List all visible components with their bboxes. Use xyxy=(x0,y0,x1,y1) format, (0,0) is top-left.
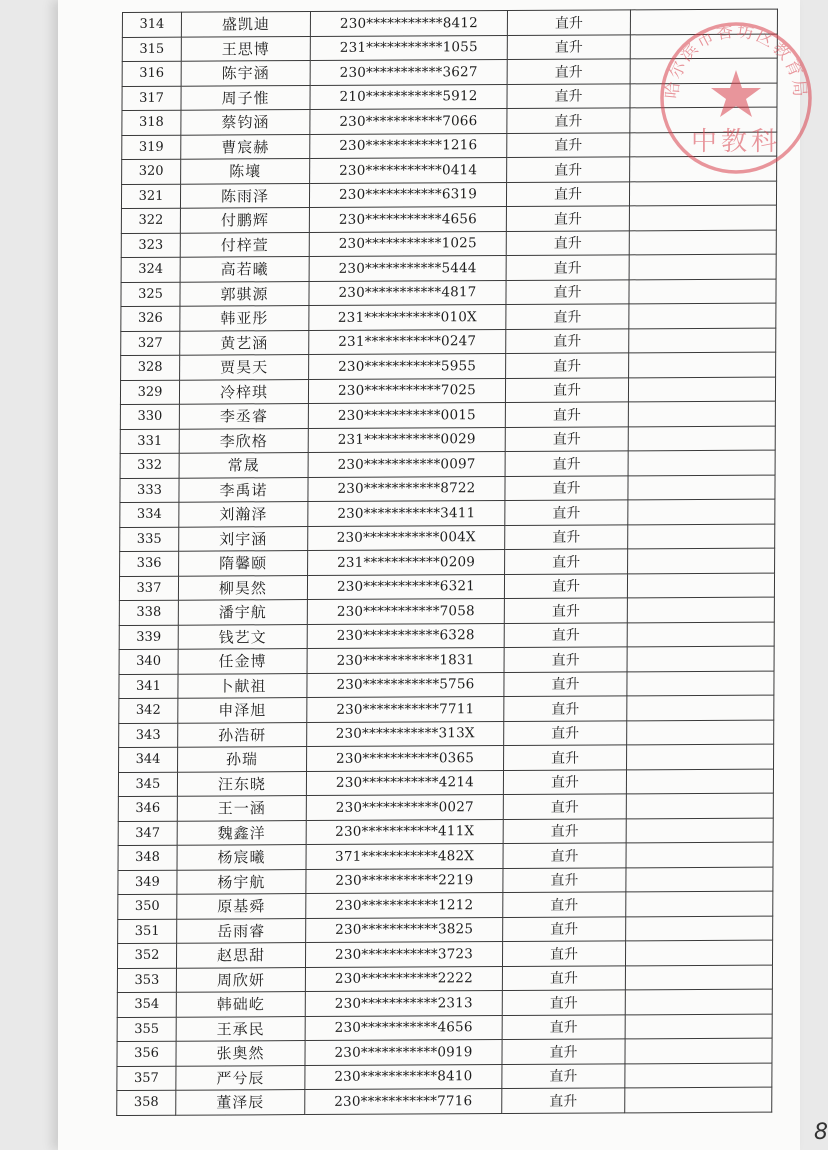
student-name-cell: 高若曦 xyxy=(180,257,309,282)
row-number-cell: 321 xyxy=(121,184,180,209)
table-row xyxy=(118,867,773,895)
row-number-cell: 340 xyxy=(119,649,178,674)
id-number-cell: 230***********5955 xyxy=(309,353,506,379)
row-number-cell: 322 xyxy=(121,208,180,233)
student-name-cell: 严兮辰 xyxy=(176,1065,305,1090)
status-cell: 直升 xyxy=(507,108,630,133)
table-row xyxy=(121,181,776,209)
student-name-cell: 申泽旭 xyxy=(178,698,307,723)
note-cell xyxy=(626,793,773,818)
id-number-cell: 230***********3627 xyxy=(310,59,507,85)
status-cell: 直升 xyxy=(504,720,627,745)
status-cell: 直升 xyxy=(507,83,630,108)
status-cell: 直升 xyxy=(505,402,628,427)
student-name-cell: 冷梓琪 xyxy=(179,379,308,404)
row-number-cell: 328 xyxy=(121,355,180,380)
id-number-cell: 230***********1212 xyxy=(306,893,503,919)
row-number-cell: 345 xyxy=(118,772,177,797)
table-row xyxy=(119,622,774,650)
id-number-cell: 230***********4656 xyxy=(305,1015,502,1041)
note-cell xyxy=(625,1063,772,1088)
student-name-cell: 隋馨颐 xyxy=(179,551,308,576)
student-name-cell: 李丞睿 xyxy=(179,404,308,429)
note-cell xyxy=(628,426,775,451)
table-row xyxy=(119,720,774,748)
table-row xyxy=(120,377,775,405)
note-cell xyxy=(625,1014,772,1039)
student-name-cell: 卜献祖 xyxy=(178,673,307,698)
status-cell: 直升 xyxy=(507,59,630,84)
table-row xyxy=(118,891,773,919)
table-row xyxy=(118,769,773,797)
note-cell xyxy=(628,401,775,426)
status-cell: 直升 xyxy=(503,916,626,941)
status-cell: 直升 xyxy=(505,377,628,402)
table-row xyxy=(121,352,776,380)
id-number-cell: 230***********7058 xyxy=(307,599,504,625)
status-cell: 直升 xyxy=(503,794,626,819)
id-number-cell: 231***********0209 xyxy=(308,550,505,576)
row-number-cell: 330 xyxy=(120,404,179,429)
page-number: 8 xyxy=(814,1120,828,1145)
student-name-cell: 董泽辰 xyxy=(176,1090,305,1115)
id-number-cell: 230***********7025 xyxy=(308,378,505,404)
row-number-cell: 356 xyxy=(117,1041,176,1066)
row-number-cell: 342 xyxy=(119,698,178,723)
row-number-cell: 326 xyxy=(121,306,180,331)
note-cell xyxy=(629,352,776,377)
table-row xyxy=(121,303,776,331)
student-name-cell: 曹宸赫 xyxy=(181,134,310,159)
note-cell xyxy=(629,181,776,206)
status-cell: 直升 xyxy=(506,328,629,353)
status-cell: 直升 xyxy=(504,696,627,721)
status-cell: 直升 xyxy=(505,524,628,549)
id-number-cell: 230***********7716 xyxy=(305,1089,502,1115)
id-number-cell: 230***********6321 xyxy=(307,574,504,600)
row-number-cell: 320 xyxy=(122,159,181,184)
student-name-cell: 王思博 xyxy=(181,36,310,61)
id-number-cell: 230***********3723 xyxy=(305,942,502,968)
table-row xyxy=(120,499,775,527)
row-number-cell: 346 xyxy=(118,796,177,821)
note-cell xyxy=(626,916,773,941)
note-cell xyxy=(626,842,773,867)
table-row xyxy=(121,230,776,258)
status-cell: 直升 xyxy=(505,475,628,500)
id-number-cell: 231***********010X xyxy=(309,304,506,330)
table-row xyxy=(117,1087,772,1115)
status-cell: 直升 xyxy=(504,647,627,672)
student-name-cell: 李欣格 xyxy=(179,428,308,453)
row-number-cell: 351 xyxy=(118,919,177,944)
seal-arc-text: 哈尔滨市香坊区教育局 xyxy=(662,21,810,100)
row-number-cell: 349 xyxy=(118,870,177,895)
note-cell xyxy=(627,671,774,696)
status-cell: 直升 xyxy=(504,671,627,696)
student-name-cell: 韩亚彤 xyxy=(180,306,309,331)
table-row xyxy=(120,401,775,429)
student-name-cell: 赵思甜 xyxy=(176,943,305,968)
note-cell xyxy=(627,622,774,647)
id-number-cell: 230***********0015 xyxy=(308,402,505,428)
student-name-cell: 李禹诺 xyxy=(179,477,308,502)
id-number-cell: 230***********8722 xyxy=(308,476,505,502)
row-number-cell: 332 xyxy=(120,453,179,478)
note-cell xyxy=(625,1038,772,1063)
note-cell xyxy=(627,573,774,598)
student-name-cell: 杨宇航 xyxy=(177,869,306,894)
row-number-cell: 325 xyxy=(121,282,180,307)
student-name-cell: 陈雨泽 xyxy=(180,183,309,208)
student-name-cell: 周欣妍 xyxy=(176,967,305,992)
table-row xyxy=(121,254,776,282)
note-cell xyxy=(625,965,772,990)
table-row xyxy=(119,744,774,772)
note-cell xyxy=(627,695,774,720)
row-number-cell: 341 xyxy=(119,674,178,699)
note-cell xyxy=(626,891,773,916)
note-cell xyxy=(628,450,775,475)
id-number-cell: 230***********2222 xyxy=(305,966,502,992)
table-row xyxy=(120,475,775,503)
note-cell xyxy=(629,230,776,255)
id-number-cell: 230***********0027 xyxy=(306,795,503,821)
status-cell: 直升 xyxy=(506,255,629,280)
id-number-cell: 230***********6319 xyxy=(309,182,506,208)
student-name-cell: 常晟 xyxy=(179,453,308,478)
id-number-cell: 371***********482X xyxy=(306,844,503,870)
status-cell: 直升 xyxy=(502,1063,625,1088)
status-cell: 直升 xyxy=(503,892,626,917)
seal-center-text: 中教科 xyxy=(690,127,782,157)
row-number-cell: 317 xyxy=(122,86,181,111)
status-cell: 直升 xyxy=(504,598,627,623)
id-number-cell: 230***********6328 xyxy=(307,623,504,649)
status-cell: 直升 xyxy=(504,622,627,647)
student-name-cell: 杨宸曦 xyxy=(177,845,306,870)
student-name-cell: 汪东晓 xyxy=(177,771,306,796)
official-seal-stamp xyxy=(656,18,816,178)
row-number-cell: 343 xyxy=(119,723,178,748)
row-number-cell: 333 xyxy=(120,478,179,503)
id-number-cell: 231***********0029 xyxy=(308,427,505,453)
student-name-cell: 任金博 xyxy=(178,649,307,674)
row-number-cell: 347 xyxy=(118,821,177,846)
student-name-cell: 郭骐源 xyxy=(180,281,309,306)
note-cell xyxy=(625,1087,772,1112)
student-name-cell: 黄艺涵 xyxy=(180,330,309,355)
id-number-cell: 230***********0414 xyxy=(310,157,507,183)
status-cell: 直升 xyxy=(506,279,629,304)
note-cell xyxy=(627,720,774,745)
table-row xyxy=(118,842,773,870)
row-number-cell: 350 xyxy=(118,894,177,919)
status-cell: 直升 xyxy=(505,500,628,525)
id-number-cell: 230***********2219 xyxy=(306,868,503,894)
table-row xyxy=(117,940,772,968)
note-cell xyxy=(628,475,775,500)
table-row xyxy=(121,328,776,356)
id-number-cell: 231***********0247 xyxy=(309,329,506,355)
row-number-cell: 354 xyxy=(117,992,176,1017)
row-number-cell: 355 xyxy=(117,1017,176,1042)
status-cell: 直升 xyxy=(503,843,626,868)
status-cell: 直升 xyxy=(507,157,630,182)
status-cell: 直升 xyxy=(507,132,630,157)
id-number-cell: 230***********3411 xyxy=(308,501,505,527)
row-number-cell: 319 xyxy=(122,135,181,160)
status-cell: 直升 xyxy=(503,818,626,843)
id-number-cell: 230***********7711 xyxy=(307,697,504,723)
table-row xyxy=(120,426,775,454)
note-cell xyxy=(629,279,776,304)
table-row xyxy=(120,548,775,576)
status-cell: 直升 xyxy=(502,990,625,1015)
row-number-cell: 323 xyxy=(121,233,180,258)
status-cell: 直升 xyxy=(504,573,627,598)
status-cell: 直升 xyxy=(505,426,628,451)
id-number-cell: 230***********313X xyxy=(307,721,504,747)
student-name-cell: 柳昊然 xyxy=(178,575,307,600)
status-cell: 直升 xyxy=(507,10,630,35)
status-cell: 直升 xyxy=(502,1014,625,1039)
status-cell: 直升 xyxy=(506,181,629,206)
note-cell xyxy=(628,499,775,524)
note-cell xyxy=(627,597,774,622)
status-cell: 直升 xyxy=(502,1039,625,1064)
table-row xyxy=(120,524,775,552)
row-number-cell: 331 xyxy=(120,429,179,454)
id-number-cell: 230***********0919 xyxy=(305,1040,502,1066)
row-number-cell: 337 xyxy=(119,576,178,601)
id-number-cell: 230***********4214 xyxy=(306,770,503,796)
note-cell xyxy=(625,989,772,1014)
table-row xyxy=(119,573,774,601)
status-cell: 直升 xyxy=(505,549,628,574)
note-cell xyxy=(626,867,773,892)
student-name-cell: 魏鑫洋 xyxy=(177,820,306,845)
id-number-cell: 230***********5756 xyxy=(307,672,504,698)
id-number-cell: 231***********1055 xyxy=(310,35,507,61)
student-name-cell: 陈宇涵 xyxy=(181,61,310,86)
id-number-cell: 230***********3825 xyxy=(306,917,503,943)
table-row xyxy=(121,205,776,233)
note-cell xyxy=(626,769,773,794)
student-name-cell: 孙浩研 xyxy=(178,722,307,747)
id-number-cell: 230***********5444 xyxy=(309,255,506,281)
student-name-cell: 贾昊天 xyxy=(180,355,309,380)
id-number-cell: 230***********1831 xyxy=(307,648,504,674)
table-row xyxy=(119,597,774,625)
note-cell xyxy=(629,328,776,353)
id-number-cell: 230***********4656 xyxy=(309,206,506,232)
table-row xyxy=(117,989,772,1017)
table-row xyxy=(118,793,773,821)
id-number-cell: 230***********4817 xyxy=(309,280,506,306)
table-row xyxy=(119,646,774,674)
student-name-cell: 付梓萱 xyxy=(180,232,309,257)
note-cell xyxy=(625,940,772,965)
note-cell xyxy=(627,646,774,671)
status-cell: 直升 xyxy=(502,941,625,966)
table-row xyxy=(117,1063,772,1091)
student-name-cell: 陈壤 xyxy=(181,159,310,184)
student-name-cell: 韩础屹 xyxy=(176,992,305,1017)
table-row xyxy=(119,671,774,699)
row-number-cell: 357 xyxy=(117,1066,176,1091)
row-number-cell: 338 xyxy=(119,600,178,625)
row-number-cell: 335 xyxy=(120,527,179,552)
row-number-cell: 315 xyxy=(122,37,181,62)
id-number-cell: 230***********1216 xyxy=(310,133,507,159)
id-number-cell: 230***********004X xyxy=(308,525,505,551)
row-number-cell: 336 xyxy=(120,551,179,576)
row-number-cell: 352 xyxy=(117,943,176,968)
status-cell: 直升 xyxy=(507,34,630,59)
row-number-cell: 353 xyxy=(117,968,176,993)
note-cell xyxy=(629,205,776,230)
status-cell: 直升 xyxy=(506,230,629,255)
note-cell xyxy=(628,377,775,402)
status-cell: 直升 xyxy=(502,965,625,990)
table-row xyxy=(117,965,772,993)
student-name-cell: 孙瑞 xyxy=(178,747,307,772)
id-number-cell: 230***********8410 xyxy=(305,1064,502,1090)
id-number-cell: 230***********411X xyxy=(306,819,503,845)
note-cell xyxy=(629,254,776,279)
status-cell: 直升 xyxy=(506,353,629,378)
student-name-cell: 王承民 xyxy=(176,1016,305,1041)
status-cell: 直升 xyxy=(506,304,629,329)
row-number-cell: 324 xyxy=(121,257,180,282)
row-number-cell: 327 xyxy=(121,331,180,356)
status-cell: 直升 xyxy=(504,745,627,770)
table-row xyxy=(121,279,776,307)
student-name-cell: 周子惟 xyxy=(181,85,310,110)
id-number-cell: 230***********0365 xyxy=(307,746,504,772)
row-number-cell: 339 xyxy=(119,625,178,650)
row-number-cell: 318 xyxy=(122,110,181,135)
id-number-cell: 230***********1025 xyxy=(309,231,506,257)
student-name-cell: 岳雨睿 xyxy=(177,918,306,943)
note-cell xyxy=(629,303,776,328)
row-number-cell: 314 xyxy=(122,12,181,37)
id-number-cell: 230***********0097 xyxy=(308,451,505,477)
note-cell xyxy=(626,818,773,843)
student-name-cell: 钱艺文 xyxy=(178,624,307,649)
row-number-cell: 334 xyxy=(120,502,179,527)
id-number-cell: 230***********7066 xyxy=(310,108,507,134)
student-name-cell: 王一涵 xyxy=(177,796,306,821)
student-name-cell: 刘宇涵 xyxy=(179,526,308,551)
row-number-cell: 329 xyxy=(120,380,179,405)
status-cell: 直升 xyxy=(503,867,626,892)
status-cell: 直升 xyxy=(506,206,629,231)
row-number-cell: 348 xyxy=(118,845,177,870)
student-name-cell: 蔡钧涵 xyxy=(181,110,310,135)
status-cell: 直升 xyxy=(503,769,626,794)
status-cell: 直升 xyxy=(505,451,628,476)
id-number-cell: 230***********8412 xyxy=(310,10,507,36)
student-name-cell: 原基舜 xyxy=(177,894,306,919)
student-name-cell: 潘宇航 xyxy=(178,600,307,625)
table-row xyxy=(119,695,774,723)
note-cell xyxy=(628,524,775,549)
id-number-cell: 230***********2313 xyxy=(305,991,502,1017)
note-cell xyxy=(627,744,774,769)
table-row xyxy=(118,916,773,944)
table-row xyxy=(120,450,775,478)
student-name-cell: 张奥然 xyxy=(176,1041,305,1066)
document-page xyxy=(58,0,828,1150)
row-number-cell: 358 xyxy=(117,1090,176,1115)
table-row xyxy=(117,1038,772,1066)
row-number-cell: 316 xyxy=(122,61,181,86)
student-name-cell: 付鹏辉 xyxy=(180,208,309,233)
student-name-cell: 刘瀚泽 xyxy=(179,502,308,527)
row-number-cell: 344 xyxy=(119,747,178,772)
id-number-cell: 210***********5912 xyxy=(310,84,507,110)
student-name-cell: 盛凯迪 xyxy=(181,12,310,37)
status-cell: 直升 xyxy=(502,1088,625,1113)
table-row xyxy=(117,1014,772,1042)
table-row xyxy=(118,818,773,846)
note-cell xyxy=(628,548,775,573)
